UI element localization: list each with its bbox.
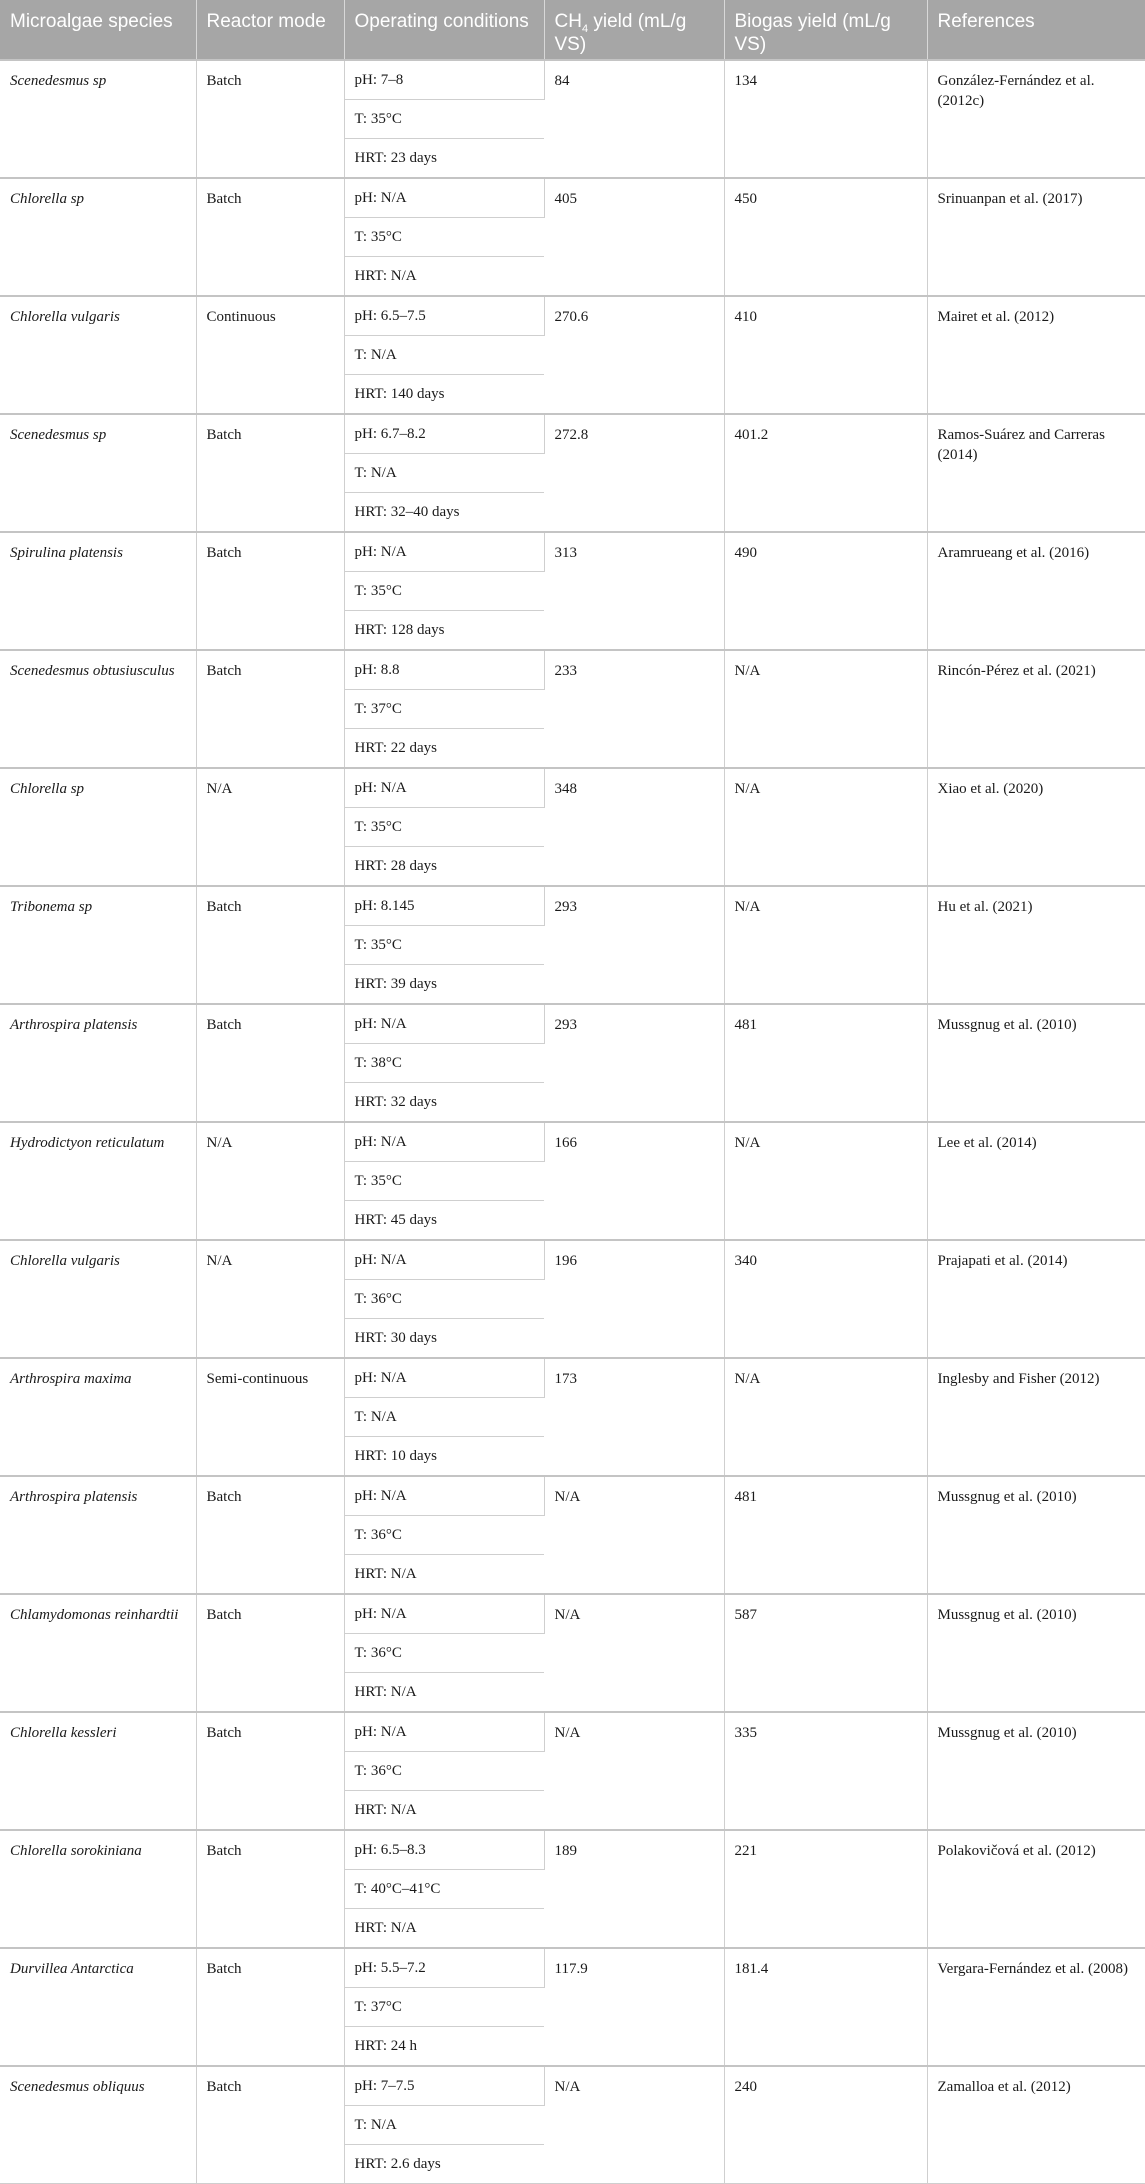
biogas-yield-cell: N/A	[724, 1122, 927, 1240]
hrt-cell: HRT: N/A	[344, 1909, 544, 1949]
reactor-mode-cell: Batch	[196, 532, 344, 650]
reference-cell: Lee et al. (2014)	[927, 1122, 1145, 1240]
reactor-mode-cell: Batch	[196, 2066, 344, 2184]
reactor-mode-cell: N/A	[196, 768, 344, 886]
table-row	[0, 1712, 1145, 1752]
biogas-yield-cell: N/A	[724, 768, 927, 886]
ch4-yield-cell: 293	[544, 1004, 724, 1122]
temperature-cell: T: N/A	[344, 454, 544, 493]
biogas-yield-cell: N/A	[724, 886, 927, 1004]
temperature-cell: T: N/A	[344, 1398, 544, 1437]
table-row	[0, 1830, 1145, 1870]
table-row	[0, 1240, 1145, 1280]
species-cell: Tribonema sp	[0, 886, 196, 1004]
hrt-cell: HRT: 24 h	[344, 2027, 544, 2067]
ch4-yield-cell: N/A	[544, 2066, 724, 2184]
header-biogas-yield: Biogas yield (mL/g VS)	[724, 0, 927, 60]
reactor-mode-cell: Batch	[196, 60, 344, 178]
ch4-yield-cell: 189	[544, 1830, 724, 1948]
reference-cell: Mussgnug et al. (2010)	[927, 1594, 1145, 1712]
table-row	[0, 886, 1145, 926]
ph-cell: pH: N/A	[344, 1476, 544, 1516]
ph-cell: pH: 7–8	[344, 60, 544, 100]
hrt-cell: HRT: N/A	[344, 1555, 544, 1595]
reactor-mode-cell: Batch	[196, 1594, 344, 1712]
hrt-cell: HRT: 23 days	[344, 139, 544, 179]
ch4-yield-cell: 293	[544, 886, 724, 1004]
ch4-yield-cell: 173	[544, 1358, 724, 1476]
ph-cell: pH: N/A	[344, 1240, 544, 1280]
reactor-mode-cell: Batch	[196, 1712, 344, 1830]
reactor-mode-cell: Batch	[196, 414, 344, 532]
species-cell: Arthrospira platensis	[0, 1476, 196, 1594]
reactor-mode-cell: Semi-continuous	[196, 1358, 344, 1476]
ph-cell: pH: 6.5–7.5	[344, 296, 544, 336]
reactor-mode-cell: Batch	[196, 1476, 344, 1594]
ch4-yield-cell: 233	[544, 650, 724, 768]
ph-cell: pH: N/A	[344, 768, 544, 808]
species-cell: Arthrospira platensis	[0, 1004, 196, 1122]
ch4-yield-cell: 405	[544, 178, 724, 296]
ph-cell: pH: N/A	[344, 1594, 544, 1634]
temperature-cell: T: 36°C	[344, 1516, 544, 1555]
table-row	[0, 60, 1145, 100]
ph-cell: pH: N/A	[344, 1122, 544, 1162]
hrt-cell: HRT: 22 days	[344, 729, 544, 769]
ch4-yield-cell: 270.6	[544, 296, 724, 414]
reference-cell: Polakovičová et al. (2012)	[927, 1830, 1145, 1948]
ph-cell: pH: 8.8	[344, 650, 544, 690]
table-row	[0, 1122, 1145, 1162]
reactor-mode-cell: N/A	[196, 1122, 344, 1240]
species-cell: Scenedesmus obtusiusculus	[0, 650, 196, 768]
hrt-cell: HRT: N/A	[344, 1673, 544, 1713]
species-cell: Chlamydomonas reinhardtii	[0, 1594, 196, 1712]
ph-cell: pH: 6.7–8.2	[344, 414, 544, 454]
header-operating-conditions: Operating conditions	[344, 0, 544, 60]
species-cell: Chlorella vulgaris	[0, 296, 196, 414]
reactor-mode-cell: Batch	[196, 1830, 344, 1948]
ch4-yield-cell: 313	[544, 532, 724, 650]
ph-cell: pH: N/A	[344, 532, 544, 572]
header-references: References	[927, 0, 1145, 60]
table-row	[0, 768, 1145, 808]
reactor-mode-cell: Batch	[196, 1004, 344, 1122]
header-ch4-subscript: 4	[581, 22, 589, 35]
species-cell: Chlorella sp	[0, 768, 196, 886]
biogas-yield-cell: 401.2	[724, 414, 927, 532]
table-row	[0, 2066, 1145, 2106]
biogas-yield-cell: 450	[724, 178, 927, 296]
reactor-mode-cell: Batch	[196, 886, 344, 1004]
biogas-yield-cell: 490	[724, 532, 927, 650]
temperature-cell: T: 37°C	[344, 690, 544, 729]
table-row	[0, 1948, 1145, 1988]
ch4-yield-cell: N/A	[544, 1594, 724, 1712]
species-cell: Chlorella sorokiniana	[0, 1830, 196, 1948]
ch4-yield-cell: 272.8	[544, 414, 724, 532]
temperature-cell: T: 38°C	[344, 1044, 544, 1083]
temperature-cell: T: 35°C	[344, 572, 544, 611]
hrt-cell: HRT: 28 days	[344, 847, 544, 887]
header-reactor-mode: Reactor mode	[196, 0, 344, 60]
table-row	[0, 1358, 1145, 1398]
hrt-cell: HRT: 32 days	[344, 1083, 544, 1123]
biogas-yield-cell: N/A	[724, 650, 927, 768]
table-row	[0, 1476, 1145, 1516]
reactor-mode-cell: Batch	[196, 650, 344, 768]
biogas-yield-cell: 240	[724, 2066, 927, 2184]
reactor-mode-cell: Continuous	[196, 296, 344, 414]
temperature-cell: T: 37°C	[344, 1988, 544, 2027]
ch4-yield-cell: 166	[544, 1122, 724, 1240]
reference-cell: Rincón-Pérez et al. (2021)	[927, 650, 1145, 768]
biogas-yield-cell: N/A	[724, 1358, 927, 1476]
table-row	[0, 1594, 1145, 1634]
species-cell: Chlorella vulgaris	[0, 1240, 196, 1358]
species-cell: Durvillea Antarctica	[0, 1948, 196, 2066]
biogas-yield-cell: 410	[724, 296, 927, 414]
hrt-cell: HRT: N/A	[344, 257, 544, 297]
hrt-cell: HRT: 39 days	[344, 965, 544, 1005]
reference-cell: Ramos-Suárez and Carreras (2014)	[927, 414, 1145, 532]
table-body	[0, 60, 1145, 2184]
temperature-cell: T: 40°C–41°C	[344, 1870, 544, 1909]
ch4-yield-cell: 117.9	[544, 1948, 724, 2066]
biogas-yield-cell: 134	[724, 60, 927, 178]
table-row	[0, 650, 1145, 690]
temperature-cell: T: 35°C	[344, 100, 544, 139]
hrt-cell: HRT: N/A	[344, 1791, 544, 1831]
reactor-mode-cell: Batch	[196, 1948, 344, 2066]
hrt-cell: HRT: 140 days	[344, 375, 544, 415]
ph-cell: pH: N/A	[344, 1004, 544, 1044]
reactor-mode-cell: N/A	[196, 1240, 344, 1358]
table-row	[0, 1004, 1145, 1044]
temperature-cell: T: N/A	[344, 2106, 544, 2145]
species-cell: Spirulina platensis	[0, 532, 196, 650]
reference-cell: Mussgnug et al. (2010)	[927, 1476, 1145, 1594]
biogas-yield-cell: 181.4	[724, 1948, 927, 2066]
reference-cell: Prajapati et al. (2014)	[927, 1240, 1145, 1358]
ch4-yield-cell: 84	[544, 60, 724, 178]
header-ch4-yield	[544, 0, 724, 60]
hrt-cell: HRT: 10 days	[344, 1437, 544, 1477]
species-cell: Scenedesmus sp	[0, 414, 196, 532]
temperature-cell: T: 35°C	[344, 808, 544, 847]
species-cell: Arthrospira maxima	[0, 1358, 196, 1476]
hrt-cell: HRT: 30 days	[344, 1319, 544, 1359]
table-row	[0, 532, 1145, 572]
species-cell: Hydrodictyon reticulatum	[0, 1122, 196, 1240]
reference-cell: Xiao et al. (2020)	[927, 768, 1145, 886]
species-cell: Chlorella kessleri	[0, 1712, 196, 1830]
reference-cell: Mairet et al. (2012)	[927, 296, 1145, 414]
biogas-yield-cell: 335	[724, 1712, 927, 1830]
hrt-cell: HRT: 32–40 days	[344, 493, 544, 533]
species-cell: Scenedesmus sp	[0, 60, 196, 178]
ph-cell: pH: 8.145	[344, 886, 544, 926]
ch4-yield-cell: 196	[544, 1240, 724, 1358]
ch4-yield-cell: N/A	[544, 1476, 724, 1594]
reference-cell: Srinuanpan et al. (2017)	[927, 178, 1145, 296]
temperature-cell: T: 35°C	[344, 926, 544, 965]
ph-cell: pH: N/A	[344, 178, 544, 218]
table-row	[0, 178, 1145, 218]
ph-cell: pH: N/A	[344, 1358, 544, 1398]
hrt-cell: HRT: 45 days	[344, 1201, 544, 1241]
temperature-cell: T: 35°C	[344, 218, 544, 257]
biogas-yield-cell: 340	[724, 1240, 927, 1358]
reference-cell: González-Fernández et al. (2012c)	[927, 60, 1145, 178]
table-row	[0, 414, 1145, 454]
temperature-cell: T: N/A	[344, 336, 544, 375]
ch4-yield-cell: N/A	[544, 1712, 724, 1830]
biogas-yield-cell: 221	[724, 1830, 927, 1948]
temperature-cell: T: 36°C	[344, 1752, 544, 1791]
hrt-cell: HRT: 128 days	[344, 611, 544, 651]
header-ch4-suffix: yield (mL/g VS)	[554, 11, 687, 55]
reference-cell: Mussgnug et al. (2010)	[927, 1712, 1145, 1830]
reference-cell: Vergara-Fernández et al. (2008)	[927, 1948, 1145, 2066]
reference-cell: Mussgnug et al. (2010)	[927, 1004, 1145, 1122]
biogas-yield-cell: 587	[724, 1594, 927, 1712]
ph-cell: pH: N/A	[344, 1712, 544, 1752]
reference-cell: Zamalloa et al. (2012)	[927, 2066, 1145, 2184]
ph-cell: pH: 5.5–7.2	[344, 1948, 544, 1988]
reactor-mode-cell: Batch	[196, 178, 344, 296]
temperature-cell: T: 36°C	[344, 1634, 544, 1673]
header-species: Microalgae species	[0, 0, 196, 60]
temperature-cell: T: 36°C	[344, 1280, 544, 1319]
species-cell: Scenedesmus obliquus	[0, 2066, 196, 2184]
table-header	[0, 0, 1145, 60]
ph-cell: pH: 6.5–8.3	[344, 1830, 544, 1870]
ph-cell: pH: 7–7.5	[344, 2066, 544, 2106]
reference-cell: Aramrueang et al. (2016)	[927, 532, 1145, 650]
biogas-yield-cell: 481	[724, 1476, 927, 1594]
table-row	[0, 296, 1145, 336]
reference-cell: Hu et al. (2021)	[927, 886, 1145, 1004]
temperature-cell: T: 35°C	[344, 1162, 544, 1201]
hrt-cell: HRT: 2.6 days	[344, 2145, 544, 2184]
reference-cell: Inglesby and Fisher (2012)	[927, 1358, 1145, 1476]
biogas-yield-cell: 481	[724, 1004, 927, 1122]
ch4-yield-cell: 348	[544, 768, 724, 886]
header-ch4-prefix: CH	[554, 11, 582, 32]
species-cell: Chlorella sp	[0, 178, 196, 296]
